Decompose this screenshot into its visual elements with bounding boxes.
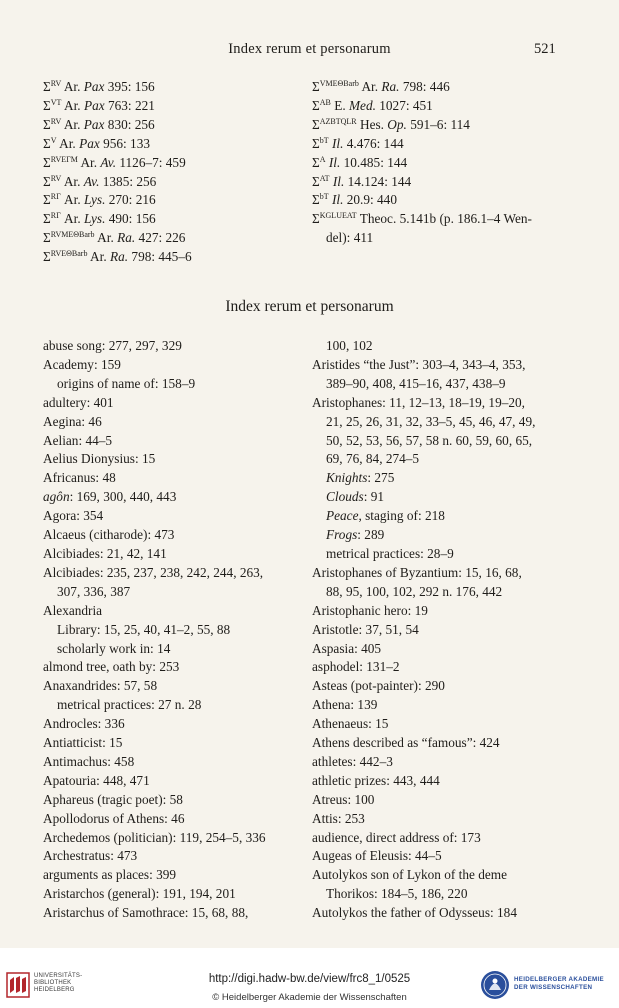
manuscript-sigla: RV [50, 79, 62, 88]
page-url-link[interactable]: http://digi.hadw-bw.de/view/frc8_1/0525 [208, 973, 411, 985]
reference-author: E. [330, 97, 349, 113]
index-text: 88, 95, 100, 102, 292 n. 176, 442 [326, 583, 503, 599]
index-column-left [43, 337, 301, 923]
sigma-symbol: Σ [43, 249, 51, 265]
index-text: Aristides “the Just”: 303–4, 343–4, 353, [312, 356, 526, 372]
sigma-symbol: Σ [43, 230, 51, 246]
index-text: Athena: 139 [312, 697, 378, 713]
manuscript-sigla: RΓ [50, 192, 61, 202]
index-term-italic: Frogs [326, 527, 358, 543]
index-entry [43, 734, 301, 753]
index-text: Alcibiades: 21, 42, 141 [43, 545, 167, 561]
index-text: Augeas of Eleusis: 44–5 [312, 848, 442, 864]
reference-work: Lys. [84, 211, 106, 227]
sigla-line [43, 191, 293, 210]
index-text: Library: 15, 25, 40, 41–2, 55, 88 [57, 621, 231, 637]
index-subentry [312, 488, 574, 507]
reference-work: Il. [331, 192, 344, 208]
sigla-line [43, 135, 293, 154]
reference-work: Op. [387, 116, 407, 132]
index-entry [312, 640, 574, 659]
reference-work: Pax [83, 116, 105, 132]
index-entry [43, 413, 301, 432]
reference-author: Ar. [61, 116, 84, 132]
index-text: Apatouria: 448, 471 [43, 772, 150, 788]
reference-location: 10.485: 144 [340, 154, 408, 170]
reference-work: Med. [348, 97, 376, 113]
index-entry [43, 526, 301, 545]
sigla-line [312, 97, 574, 116]
sigma-symbol: Σ [312, 173, 320, 189]
reference-work: Lys. [84, 192, 106, 208]
reference-work: Ra. [109, 249, 129, 265]
index-text: 50, 52, 53, 56, 57, 58 n. 60, 59, 60, 65, [326, 432, 533, 448]
index-text: 389–90, 408, 415–16, 437, 438–9 [326, 375, 506, 391]
sigma-symbol: Σ [312, 79, 320, 94]
index-text: Alcaeus (citharode): 473 [43, 527, 175, 543]
library-line: UNIVERSITÄTS- [34, 973, 83, 979]
index-entry [312, 734, 574, 753]
manuscript-sigla: RV [50, 116, 62, 126]
manuscript-sigla: bT [319, 135, 329, 145]
index-term-italic: agôn [43, 489, 70, 505]
index-text: Alexandria [43, 602, 103, 618]
index-text: Aristophanes of Byzantium: 15, 16, 68, [312, 564, 522, 580]
reference-location: 763: 221 [104, 97, 155, 113]
manuscript-sigla: V [50, 135, 57, 145]
manuscript-sigla: RΓ [50, 211, 61, 221]
reference-location: 270: 216 [105, 192, 156, 208]
reference-location: 14.124: 144 [344, 173, 412, 189]
reference-author: Ar. [94, 230, 118, 246]
sigla-column-left [43, 78, 293, 267]
index-text: Asteas (pot-painter): 290 [312, 678, 445, 694]
sigla-line [43, 229, 293, 248]
index-entry [43, 847, 301, 866]
reference-location: 395: 156 [104, 79, 155, 94]
index-subentry [312, 375, 574, 394]
reference-work: Av. [83, 173, 100, 189]
sigma-symbol: Σ [43, 154, 51, 170]
sigla-line [43, 173, 293, 192]
index-entry [43, 791, 301, 810]
reference-location: 591–6: 114 [406, 116, 470, 132]
index-entry [312, 810, 574, 829]
index-subentry [312, 885, 574, 904]
sigma-symbol: Σ [43, 79, 51, 94]
reference-author: Ar. [87, 249, 110, 265]
reference-author: Hes. [356, 116, 388, 132]
manuscript-sigla: RVEΓM [50, 154, 78, 164]
index-entry [312, 866, 574, 885]
sigla-line [312, 154, 574, 173]
index-text: Aristophanes: 11, 12–13, 18–19, 19–20, [312, 394, 525, 410]
index-text: Attis: 253 [312, 810, 365, 826]
index-text: 100, 102 [326, 338, 373, 353]
index-entry [43, 677, 301, 696]
index-text: Autolykos son of Lykon of the deme [312, 867, 507, 883]
sigma-symbol: Σ [43, 116, 51, 132]
reference-location: 20.9: 440 [343, 192, 397, 208]
index-subentry [312, 337, 574, 356]
index-entry [43, 715, 301, 734]
index-entry [312, 715, 574, 734]
index-text: Africanus: 48 [43, 470, 116, 486]
sigma-symbol: Σ [312, 97, 320, 113]
sigma-symbol: Σ [312, 154, 320, 170]
reference-work: Ra. [381, 79, 400, 94]
index-entry [43, 810, 301, 829]
index-text: : 289 [357, 527, 385, 543]
index-subentry [312, 450, 574, 469]
reference-work: Pax [83, 97, 105, 113]
sigma-symbol: Σ [43, 135, 51, 151]
index-text: Anaxandrides: 57, 58 [43, 678, 158, 694]
index-text: Autolykos the father of Odysseus: 184 [312, 905, 517, 921]
sigla-continuation: del): 411 [326, 230, 374, 246]
reference-location: 427: 226 [135, 230, 186, 246]
index-entry [43, 488, 301, 507]
reference-location: 1027: 451 [375, 97, 433, 113]
index-entry [43, 356, 301, 375]
index-text: 21, 25, 26, 31, 32, 33–5, 45, 46, 47, 49, [326, 413, 536, 429]
academy-name [514, 976, 604, 992]
index-text: athletic prizes: 443, 444 [312, 772, 440, 788]
library-line: BIBLIOTHEK [34, 980, 72, 986]
sigla-line [312, 210, 574, 229]
index-text: Alcibiades: 235, 237, 238, 242, 244, 263, [43, 564, 264, 580]
index-entry [312, 791, 574, 810]
reference-author: Ar. [358, 79, 382, 94]
index-text: Aristophanic hero: 19 [312, 602, 428, 618]
index-entry [43, 753, 301, 772]
index-text: Athens described as “famous”: 424 [312, 735, 500, 751]
index-entry [43, 507, 301, 526]
index-subentry [312, 545, 574, 564]
index-entry [312, 696, 574, 715]
reference-author: Ar. [61, 173, 84, 189]
academy-line: DER WISSENSCHAFTEN [514, 984, 593, 991]
index-text: Thorikos: 184–5, 186, 220 [326, 886, 468, 902]
index-entry [43, 885, 301, 904]
index-subentry [43, 640, 301, 659]
reference-location: 1126–7: 459 [116, 154, 186, 170]
sigla-line [43, 248, 293, 267]
index-subentry [312, 526, 574, 545]
index-text: Antiatticist: 15 [43, 735, 123, 751]
index-text: Apollodorus of Athens: 46 [43, 810, 185, 826]
sigla-line [43, 154, 293, 173]
index-text: 69, 76, 84, 274–5 [326, 451, 420, 467]
sigma-symbol: Σ [43, 97, 51, 113]
index-subentry [312, 507, 574, 526]
index-text: metrical practices: 28–9 [326, 545, 454, 561]
index-text: metrical practices: 27 n. 28 [57, 697, 202, 713]
index-entry [312, 677, 574, 696]
index-column-right [312, 337, 574, 923]
index-entry [312, 772, 574, 791]
index-entry [43, 904, 301, 923]
academy-line: HEIDELBERGER AKADEMIE [514, 976, 604, 983]
reference-work: Pax [83, 79, 105, 94]
index-term-italic: Knights [326, 470, 368, 486]
index-text: Athenaeus: 15 [312, 716, 389, 732]
index-entry [43, 337, 301, 356]
index-subentry [312, 432, 574, 451]
index-entry [43, 432, 301, 451]
sigma-symbol: Σ [312, 211, 320, 227]
sigma-symbol: Σ [43, 192, 51, 208]
manuscript-sigla: bT [319, 192, 329, 202]
sigla-line [312, 173, 574, 192]
index-subentry [312, 469, 574, 488]
sigla-column-right [312, 78, 574, 248]
index-text: origins of name of: 158–9 [57, 375, 196, 391]
index-text: Aspasia: 405 [312, 640, 382, 656]
index-text: adultery: 401 [43, 394, 114, 410]
index-entry [312, 564, 574, 583]
index-term-italic: Peace [326, 508, 359, 524]
index-entry [312, 904, 574, 923]
reference-work: Pax [79, 135, 100, 151]
sigla-line [312, 116, 574, 135]
sigla-line [312, 191, 574, 210]
sigma-symbol: Σ [43, 173, 51, 189]
sigma-symbol: Σ [312, 135, 320, 151]
index-entry [312, 658, 574, 677]
sigla-line [43, 116, 293, 135]
index-subentry [312, 413, 574, 432]
reference-author: Ar. [77, 154, 101, 170]
index-subentry [43, 375, 301, 394]
index-text: Academy: 159 [43, 356, 121, 372]
copyright-notice: © Heidelberger Akademie der Wissenschaften [212, 992, 407, 1003]
index-text: Aegina: 46 [43, 413, 102, 429]
manuscript-sigla: RV [50, 173, 62, 183]
index-text: Archedemos (politician): 119, 254–5, 336 [43, 829, 266, 845]
index-text: almond tree, oath by: 253 [43, 659, 180, 675]
index-text: Atreus: 100 [312, 791, 375, 807]
manuscript-sigla: AZBTQLR [319, 116, 357, 126]
index-entry [43, 829, 301, 848]
index-entry [43, 866, 301, 885]
index-subentry [43, 696, 301, 715]
sigma-symbol: Σ [312, 116, 320, 132]
manuscript-sigla: AT [319, 173, 330, 183]
index-text: Agora: 354 [43, 508, 104, 524]
reference-work: Ra. [117, 230, 136, 246]
sigla-line [43, 97, 293, 116]
reference-location: 830: 256 [104, 116, 155, 132]
index-entry [312, 356, 574, 375]
index-text: Aristarchos (general): 191, 194, 201 [43, 886, 236, 902]
index-text: : 91 [363, 489, 385, 505]
index-text: Aelius Dionysius: 15 [43, 451, 156, 467]
index-text: Aphareus (tragic poet): 58 [43, 791, 183, 807]
index-entry [43, 772, 301, 791]
reference-work: Av. [100, 154, 117, 170]
reference-author: Ar. [60, 192, 84, 208]
index-text: Aelian: 44–5 [43, 432, 113, 448]
manuscript-sigla: RVMEΘBarb [50, 230, 95, 240]
index-text: , staging of: 218 [358, 508, 445, 524]
index-text: : 275 [367, 470, 395, 486]
reference-author: Theoc. 5.141b (p. 186.1–4 Wen- [356, 211, 532, 227]
index-entry [43, 469, 301, 488]
index-entry [312, 847, 574, 866]
index-text: Antimachus: 458 [43, 753, 135, 769]
sigla-line [312, 229, 574, 248]
index-text: asphodel: 131–2 [312, 659, 400, 675]
index-entry [312, 621, 574, 640]
index-entry [43, 545, 301, 564]
sigla-line [312, 135, 574, 154]
sigla-line [312, 78, 574, 97]
page-number: 521 [534, 41, 556, 57]
manuscript-sigla: VMEΘBarb [319, 79, 359, 88]
index-entry [43, 394, 301, 413]
index-subentry [312, 583, 574, 602]
reference-location: 1385: 256 [99, 173, 157, 189]
manuscript-sigla: VT [50, 97, 62, 107]
index-text: Archestratus: 473 [43, 848, 138, 864]
index-entry [312, 829, 574, 848]
library-line: HEIDELBERG [34, 987, 75, 993]
index-text: Aristotle: 37, 51, 54 [312, 621, 419, 637]
index-text: scholarly work in: 14 [57, 640, 171, 656]
index-entry [43, 602, 301, 621]
reference-work: Il. [331, 135, 344, 151]
reference-location: 798: 446 [399, 79, 450, 94]
sigla-line [43, 210, 293, 229]
reference-author: Ar. [60, 211, 84, 227]
reference-work: Il. [328, 154, 341, 170]
sigma-symbol: Σ [43, 211, 51, 227]
index-subentry [43, 621, 301, 640]
index-text: audience, direct address of: 173 [312, 829, 481, 845]
reference-location: 490: 156 [105, 211, 156, 227]
index-entry [312, 753, 574, 772]
index-entry [43, 658, 301, 677]
manuscript-sigla: AB [319, 97, 331, 107]
index-entry [312, 602, 574, 621]
manuscript-sigla: A [319, 154, 326, 164]
reference-location: 4.476: 144 [343, 135, 404, 151]
reference-location: 956: 133 [99, 135, 150, 151]
running-title: Index rerum et personarum [228, 41, 391, 57]
reference-location: 798: 445–6 [128, 249, 192, 265]
index-entry [312, 394, 574, 413]
sigla-line [43, 78, 293, 97]
academy-seal-icon [480, 970, 510, 1000]
index-text: 307, 336, 387 [57, 583, 131, 599]
reference-author: Ar. [61, 79, 84, 94]
index-text: Androcles: 336 [43, 716, 125, 732]
index-entry [43, 450, 301, 469]
sigma-symbol: Σ [312, 192, 320, 208]
index-subentry [43, 583, 301, 602]
index-text: abuse song: 277, 297, 329 [43, 338, 182, 353]
index-text: Aristarchus of Samothrace: 15, 68, 88, [43, 905, 249, 921]
index-term-italic: Clouds [326, 489, 364, 505]
manuscript-sigla: KGLUEAT [319, 211, 357, 221]
section-title: Index rerum et personarum [225, 298, 394, 315]
index-text: athletes: 442–3 [312, 753, 393, 769]
manuscript-sigla: RVEΘBarb [50, 249, 88, 259]
reference-author: Ar. [61, 97, 84, 113]
index-text: : 169, 300, 440, 443 [69, 489, 177, 505]
reference-work: Il. [332, 173, 345, 189]
reference-author: Ar. [56, 135, 80, 151]
index-text: arguments as places: 399 [43, 867, 177, 883]
index-entry [43, 564, 301, 583]
